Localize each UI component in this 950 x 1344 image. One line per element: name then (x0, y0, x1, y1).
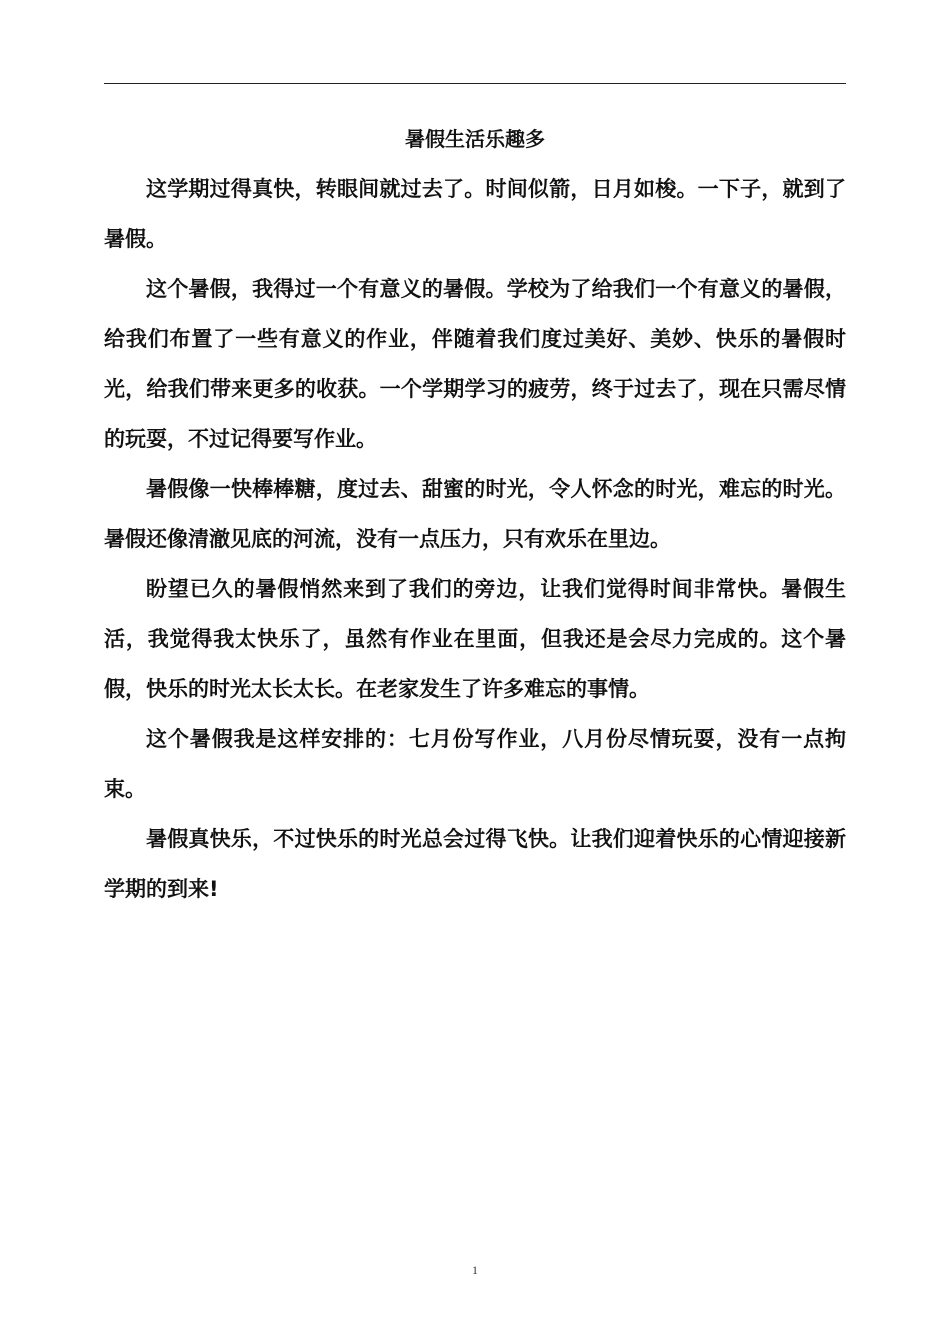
paragraph: 这个暑假我是这样安排的：七月份写作业，八月份尽情玩耍，没有一点拘束。 (104, 727, 846, 801)
paragraph: 这学期过得真快，转眼间就过去了。时间似箭，日月如梭。一下子，就到了暑假。 (104, 177, 846, 251)
paragraph: 暑假像一快棒棒糖，度过去、甜蜜的时光，令人怀念的时光，难忘的时光。暑假还像清澈见底的河流，没有一点压力，只有欢乐在里边。 (104, 477, 846, 551)
paragraph: 暑假真快乐，不过快乐的时光总会过得飞快。让我们迎着快乐的心情迎接新学期的到来! (104, 827, 846, 901)
header-rule (104, 83, 846, 84)
page-number: 1 (472, 1263, 478, 1277)
paragraph: 这个暑假，我得过一个有意义的暑假。学校为了给我们一个有意义的暑假，给我们布置了一些有意义的作业，伴随着我们度过美好、美妙、快乐的暑假时光，给我们带来更多的收获。一个学期学习的疲劳，终于过去了，现在只需尽情的玩耍，不过记得要写作业。 (104, 277, 846, 451)
document-title: 暑假生活乐趣多 (405, 127, 545, 151)
paragraph: 盼望已久的暑假悄然来到了我们的旁边，让我们觉得时间非常快。暑假生活，我觉得我太快乐了，虽然有作业在里面，但我还是会尽力完成的。这个暑假，快乐的时光太长太长。在老家发生了许多难忘的事情。 (104, 577, 846, 701)
document-body (104, 118, 846, 914)
